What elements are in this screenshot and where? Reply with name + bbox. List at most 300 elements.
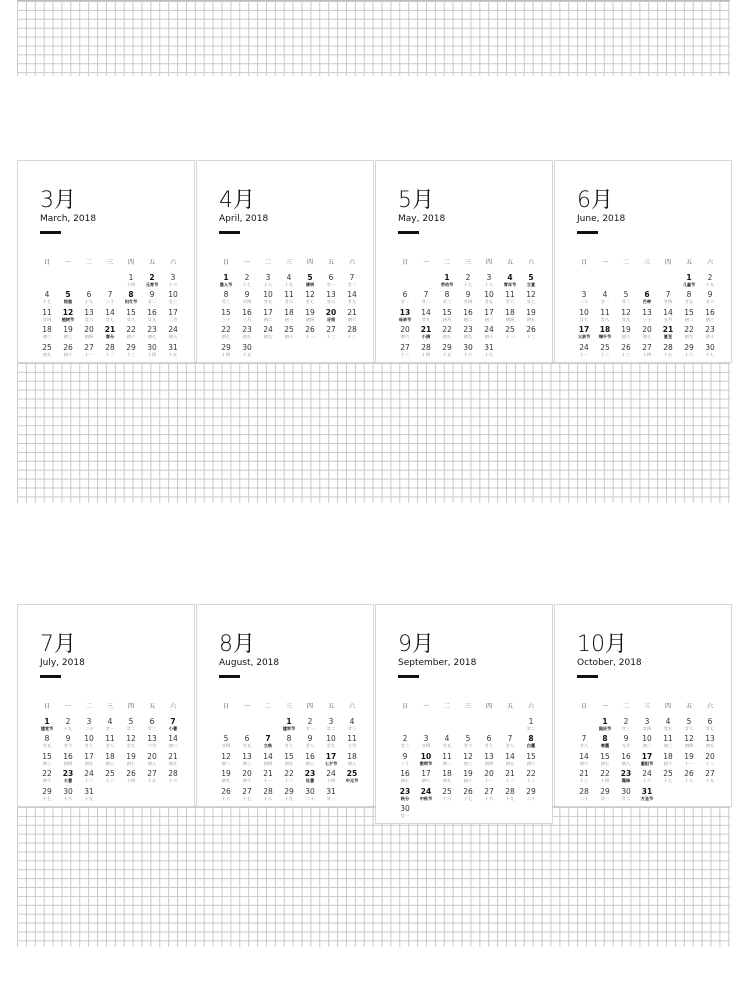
day-number: 18 bbox=[347, 751, 357, 761]
day-cell bbox=[257, 752, 279, 767]
day-number: 15 bbox=[442, 307, 452, 317]
day-cell bbox=[36, 308, 58, 323]
lunar-label: 廿七 bbox=[526, 299, 536, 305]
lunar-label: 二十 bbox=[105, 299, 115, 305]
day-cell bbox=[57, 325, 79, 340]
title-underline bbox=[219, 231, 240, 234]
day-cell bbox=[99, 734, 121, 749]
lunar-label: 十一 bbox=[84, 351, 94, 357]
day-cell bbox=[457, 787, 479, 802]
lunar-label: 父亲节 bbox=[577, 334, 591, 340]
day-cell bbox=[436, 325, 458, 340]
day-number: 10 bbox=[579, 307, 589, 317]
day-number: 30 bbox=[63, 786, 73, 796]
day-number: 3 bbox=[265, 273, 271, 282]
day-number: 1 bbox=[223, 273, 229, 282]
lunar-label: 廿四 bbox=[221, 743, 231, 749]
lunar-label: 十七 bbox=[705, 351, 715, 357]
weekday-label: 一 bbox=[422, 259, 429, 266]
day-cell bbox=[478, 273, 500, 288]
day-number: 19 bbox=[526, 307, 536, 317]
day-number: 2 bbox=[402, 734, 408, 744]
day-cell bbox=[141, 752, 163, 767]
lunar-label: 初二 bbox=[684, 316, 694, 322]
weekday-label: 一 bbox=[601, 703, 608, 710]
lunar-label: 初八 bbox=[147, 760, 157, 766]
lunar-label: 三十 bbox=[642, 316, 652, 322]
day-cell bbox=[36, 325, 58, 340]
lunar-label: 初三 bbox=[242, 760, 252, 766]
lunar-label: 十八 bbox=[484, 282, 494, 287]
day-cell bbox=[236, 273, 258, 288]
lunar-label: 廿二 bbox=[326, 726, 336, 731]
month-card bbox=[196, 160, 374, 363]
day-number: 21 bbox=[420, 325, 432, 335]
day-cell bbox=[615, 787, 637, 802]
lunar-label: 二十 bbox=[526, 795, 536, 801]
day-cell bbox=[120, 734, 142, 749]
day-cell bbox=[141, 308, 163, 323]
day-number: 30 bbox=[463, 342, 473, 352]
day-cell bbox=[278, 290, 300, 305]
day-number: 27 bbox=[400, 342, 410, 352]
weekday-label: 四 bbox=[306, 259, 313, 266]
month-subtitle: August, 2018 bbox=[219, 658, 280, 668]
day-number: 13 bbox=[326, 290, 336, 300]
lunar-label: 六月 bbox=[147, 743, 157, 749]
day-cell bbox=[499, 734, 521, 749]
day-number: 6 bbox=[402, 290, 408, 300]
lunar-label: 廿二 bbox=[621, 299, 631, 305]
weekday-label: 一 bbox=[64, 259, 71, 266]
lunar-label: 初九 bbox=[684, 334, 694, 340]
day-number: 31 bbox=[484, 342, 494, 352]
day-number: 20 bbox=[325, 307, 337, 317]
day-number: 22 bbox=[42, 769, 52, 779]
day-cell bbox=[257, 308, 279, 323]
day-number: 10 bbox=[84, 734, 94, 744]
lunar-label: 十八 bbox=[263, 282, 273, 287]
day-number: 15 bbox=[42, 751, 52, 761]
lunar-label: 初二 bbox=[168, 743, 178, 749]
day-cell bbox=[162, 290, 184, 305]
month-title: 7月 bbox=[40, 632, 76, 657]
day-cell bbox=[99, 325, 121, 340]
day-number: 1 bbox=[444, 273, 450, 282]
day-number: 29 bbox=[526, 786, 536, 796]
day-cell bbox=[615, 325, 637, 340]
weekday-label: 三 bbox=[285, 703, 292, 710]
day-number: 27 bbox=[84, 342, 94, 352]
lunar-label: 七夕节 bbox=[324, 760, 338, 766]
day-number: 8 bbox=[286, 734, 292, 744]
day-number: 28 bbox=[347, 325, 357, 335]
day-number: 1 bbox=[602, 717, 608, 726]
day-number: 10 bbox=[484, 290, 494, 300]
lunar-label: 廿八 bbox=[126, 316, 136, 322]
lunar-label: 廿二 bbox=[621, 795, 631, 801]
day-number: 10 bbox=[642, 734, 652, 744]
day-number: 16 bbox=[621, 751, 631, 761]
lunar-label: 母亲节 bbox=[398, 316, 412, 322]
lunar-label: 廿二 bbox=[421, 299, 431, 305]
lunar-label: 二十 bbox=[305, 795, 315, 801]
weekday-label: 二 bbox=[443, 703, 450, 710]
day-cell bbox=[478, 752, 500, 767]
day-number: 21 bbox=[104, 325, 116, 335]
day-cell bbox=[341, 290, 363, 305]
weekday-label: 二 bbox=[622, 703, 629, 710]
day-cell bbox=[320, 325, 342, 340]
lunar-label: 廿三 bbox=[400, 743, 410, 749]
day-cell bbox=[573, 290, 595, 305]
day-cell bbox=[299, 752, 321, 767]
day-cell bbox=[57, 787, 79, 802]
lunar-label: 十七 bbox=[663, 778, 673, 784]
day-cell bbox=[78, 769, 100, 784]
weekday-label: 二 bbox=[622, 259, 629, 266]
day-number: 23 bbox=[242, 325, 252, 335]
lunar-label: 夏至 bbox=[663, 334, 673, 340]
lunar-label: 廿八 bbox=[600, 316, 610, 322]
weekday-header-row bbox=[573, 701, 723, 711]
lunar-label: 十九 bbox=[84, 299, 94, 305]
weekday-header-row bbox=[394, 257, 544, 267]
day-number: 20 bbox=[642, 325, 652, 335]
weekday-label: 三 bbox=[643, 259, 650, 266]
day-cell bbox=[320, 273, 342, 288]
day-cell bbox=[699, 734, 721, 749]
lunar-label: 廿一 bbox=[400, 813, 410, 818]
lunar-label: 廿五 bbox=[663, 726, 673, 731]
lunar-label: 十二 bbox=[705, 760, 715, 766]
day-cell bbox=[162, 717, 184, 732]
lunar-label: 十四 bbox=[126, 282, 136, 287]
weekday-label: 三 bbox=[106, 259, 113, 266]
day-cell bbox=[615, 343, 637, 358]
lunar-label: 廿七 bbox=[284, 743, 294, 749]
weekday-label: 五 bbox=[506, 703, 513, 710]
day-cell bbox=[520, 308, 542, 323]
lunar-label: 十二 bbox=[600, 351, 610, 357]
day-cell bbox=[162, 343, 184, 358]
lunar-label: 廿二 bbox=[126, 726, 136, 731]
day-number: 3 bbox=[581, 290, 587, 300]
day-cell bbox=[36, 787, 58, 802]
day-number: 14 bbox=[105, 307, 115, 317]
day-number: 19 bbox=[221, 769, 231, 779]
lunar-label: 初七 bbox=[600, 760, 610, 766]
day-cell bbox=[215, 734, 237, 749]
day-cell bbox=[257, 290, 279, 305]
day-number: 12 bbox=[221, 751, 231, 761]
lunar-label: 十七 bbox=[242, 282, 252, 287]
lunar-label: 初九 bbox=[263, 334, 273, 340]
day-number: 22 bbox=[684, 325, 694, 335]
day-cell bbox=[478, 325, 500, 340]
day-number: 19 bbox=[621, 325, 631, 335]
day-number: 17 bbox=[641, 751, 653, 761]
day-number: 15 bbox=[126, 307, 136, 317]
lunar-label: 十六 bbox=[642, 778, 652, 784]
day-cell bbox=[236, 769, 258, 784]
day-number: 23 bbox=[399, 786, 411, 796]
lunar-label: 初十 bbox=[42, 778, 52, 784]
lunar-label: 初八 bbox=[242, 334, 252, 340]
day-number: 22 bbox=[126, 325, 136, 335]
lunar-label: 五月 bbox=[663, 316, 673, 322]
day-cell bbox=[257, 769, 279, 784]
day-number: 5 bbox=[686, 717, 692, 726]
day-cell bbox=[594, 325, 616, 340]
lunar-label: 十三 bbox=[400, 351, 410, 357]
day-cell bbox=[57, 290, 79, 305]
day-cell bbox=[320, 769, 342, 784]
day-number: 5 bbox=[128, 717, 134, 726]
weekday-label: 五 bbox=[327, 259, 334, 266]
day-number: 13 bbox=[399, 307, 411, 317]
day-cell bbox=[236, 343, 258, 358]
lunar-label: 初三 bbox=[42, 760, 52, 766]
day-cell bbox=[520, 273, 542, 288]
lunar-label: 初三 bbox=[63, 334, 73, 340]
day-number: 24 bbox=[420, 786, 432, 796]
day-number: 19 bbox=[305, 307, 315, 317]
lunar-label: 十六 bbox=[168, 778, 178, 784]
day-cell bbox=[78, 787, 100, 802]
day-cell bbox=[678, 325, 700, 340]
day-cell bbox=[478, 787, 500, 802]
lunar-label: 廿三 bbox=[168, 299, 178, 305]
weekday-label: 四 bbox=[485, 259, 492, 266]
day-number: 10 bbox=[263, 290, 273, 300]
lunar-label: 十九 bbox=[705, 778, 715, 784]
day-number: 11 bbox=[284, 290, 294, 300]
lunar-label: 十四 bbox=[221, 351, 231, 357]
lunar-label: 重阳节 bbox=[640, 760, 654, 766]
lunar-label: 廿五 bbox=[242, 743, 252, 749]
day-number: 15 bbox=[600, 751, 610, 761]
lunar-label: 二十 bbox=[579, 795, 589, 801]
day-cell bbox=[141, 769, 163, 784]
weekday-label: 三 bbox=[106, 703, 113, 710]
day-number: 2 bbox=[307, 717, 313, 726]
day-cell bbox=[657, 734, 679, 749]
lunar-label: 十八 bbox=[484, 795, 494, 801]
day-cell bbox=[120, 752, 142, 767]
day-cell bbox=[236, 325, 258, 340]
day-number: 14 bbox=[663, 307, 673, 317]
lunar-label: 十一 bbox=[684, 760, 694, 766]
day-number: 11 bbox=[663, 734, 673, 744]
day-number: 30 bbox=[147, 342, 157, 352]
lunar-label: 立夏 bbox=[526, 282, 536, 287]
day-number: 23 bbox=[463, 325, 473, 335]
day-cell bbox=[573, 787, 595, 802]
day-cell bbox=[257, 787, 279, 802]
day-number: 24 bbox=[168, 325, 178, 335]
lunar-label: 初二 bbox=[463, 316, 473, 322]
lunar-label: 廿五 bbox=[684, 299, 694, 305]
day-cell bbox=[457, 752, 479, 767]
day-number: 29 bbox=[221, 342, 231, 352]
lunar-label: 初四 bbox=[263, 760, 273, 766]
day-number: 18 bbox=[105, 751, 115, 761]
day-cell bbox=[99, 343, 121, 358]
day-number: 20 bbox=[400, 325, 410, 335]
day-number: 24 bbox=[579, 342, 589, 352]
day-cell bbox=[78, 343, 100, 358]
lunar-label: 初三 bbox=[463, 760, 473, 766]
title-underline bbox=[577, 231, 598, 234]
weekday-label: 二 bbox=[264, 703, 271, 710]
lunar-label: 四月 bbox=[442, 316, 452, 322]
day-cell bbox=[299, 717, 321, 732]
day-cell bbox=[657, 343, 679, 358]
lunar-label: 十九 bbox=[84, 795, 94, 801]
lunar-label: 初六 bbox=[400, 334, 410, 340]
day-number: 25 bbox=[42, 342, 52, 352]
day-number: 19 bbox=[684, 751, 694, 761]
day-cell bbox=[57, 343, 79, 358]
lunar-label: 廿九 bbox=[126, 743, 136, 749]
weekday-label: 二 bbox=[85, 703, 92, 710]
lunar-label: 初五 bbox=[505, 760, 515, 766]
day-cell bbox=[162, 273, 184, 288]
day-cell bbox=[120, 308, 142, 323]
day-cell bbox=[141, 717, 163, 732]
day-number: 5 bbox=[623, 290, 629, 300]
day-cell bbox=[278, 734, 300, 749]
day-cell bbox=[99, 752, 121, 767]
day-cell bbox=[415, 769, 437, 784]
day-cell bbox=[478, 769, 500, 784]
day-cell bbox=[678, 308, 700, 323]
day-cell bbox=[520, 717, 542, 732]
day-cell bbox=[499, 273, 521, 288]
lunar-label: 十一 bbox=[505, 334, 515, 340]
lunar-label: 十一 bbox=[484, 778, 494, 784]
lunar-label: 建军节 bbox=[282, 726, 296, 731]
lunar-label: 大暑 bbox=[63, 778, 73, 784]
day-number: 18 bbox=[284, 307, 294, 317]
day-number: 2 bbox=[149, 273, 155, 282]
lunar-label: 廿八 bbox=[105, 743, 115, 749]
lunar-label: 中秋节 bbox=[419, 795, 433, 801]
lunar-label: 十九 bbox=[505, 795, 515, 801]
lunar-label: 廿六 bbox=[84, 316, 94, 322]
day-cell bbox=[36, 343, 58, 358]
month-card bbox=[554, 604, 732, 807]
weekday-header-row bbox=[394, 701, 544, 711]
lunar-label: 十六 bbox=[442, 795, 452, 801]
day-cell bbox=[36, 769, 58, 784]
day-cell bbox=[36, 717, 58, 732]
lunar-label: 廿五 bbox=[442, 743, 452, 749]
weekday-label: 六 bbox=[527, 259, 534, 266]
day-number: 1 bbox=[686, 273, 692, 282]
day-number: 4 bbox=[349, 717, 355, 726]
month-subtitle: April, 2018 bbox=[219, 214, 269, 224]
day-number: 29 bbox=[684, 342, 694, 352]
day-cell bbox=[320, 290, 342, 305]
lunar-label: 春分 bbox=[105, 334, 115, 340]
lunar-label: 廿三 bbox=[147, 726, 157, 731]
day-number: 2 bbox=[623, 717, 629, 726]
lunar-label: 初八 bbox=[421, 778, 431, 784]
day-cell bbox=[299, 290, 321, 305]
lunar-label: 儿童节 bbox=[682, 282, 696, 287]
day-cell bbox=[162, 734, 184, 749]
day-number: 1 bbox=[528, 717, 534, 726]
day-cell bbox=[394, 734, 416, 749]
day-number: 2 bbox=[65, 717, 71, 726]
day-number: 13 bbox=[242, 751, 252, 761]
lunar-label: 廿九 bbox=[421, 316, 431, 322]
lunar-label: 教师节 bbox=[419, 760, 433, 766]
day-cell bbox=[394, 308, 416, 323]
weekday-label: 四 bbox=[127, 259, 134, 266]
lunar-label: 廿一 bbox=[326, 795, 336, 801]
day-number: 11 bbox=[105, 734, 115, 744]
day-number: 8 bbox=[223, 290, 229, 300]
day-number: 3 bbox=[328, 717, 334, 726]
day-cell bbox=[415, 343, 437, 358]
weekday-label: 四 bbox=[664, 703, 671, 710]
weekday-header-row bbox=[36, 701, 186, 711]
lunar-label: 二十 bbox=[579, 299, 589, 305]
lunar-label: 十三 bbox=[347, 334, 357, 340]
day-cell bbox=[141, 734, 163, 749]
day-number: 21 bbox=[579, 769, 589, 779]
day-cell bbox=[236, 787, 258, 802]
lunar-label: 廿七 bbox=[484, 743, 494, 749]
lunar-label: 七月 bbox=[347, 743, 357, 749]
day-number: 28 bbox=[505, 786, 515, 796]
day-cell bbox=[678, 734, 700, 749]
weekday-label: 六 bbox=[706, 259, 713, 266]
day-number: 25 bbox=[105, 769, 115, 779]
lunar-label: 十二 bbox=[84, 778, 94, 784]
day-cell bbox=[99, 717, 121, 732]
day-number: 16 bbox=[305, 751, 315, 761]
day-cell bbox=[341, 752, 363, 767]
day-cell bbox=[278, 717, 300, 732]
day-number: 16 bbox=[242, 307, 252, 317]
lunar-label: 十六 bbox=[463, 351, 473, 357]
day-number: 6 bbox=[244, 734, 250, 744]
lunar-label: 初五 bbox=[526, 316, 536, 322]
lunar-label: 廿七 bbox=[105, 316, 115, 322]
lunar-label: 十九 bbox=[63, 726, 73, 731]
lunar-label: 十七 bbox=[42, 795, 52, 801]
lunar-label: 廿一 bbox=[305, 726, 315, 731]
lunar-label: 初四 bbox=[684, 743, 694, 749]
day-number: 26 bbox=[305, 325, 315, 335]
lunar-label: 植树节 bbox=[61, 316, 75, 322]
lunar-label: 初七 bbox=[126, 760, 136, 766]
day-cell bbox=[636, 769, 658, 784]
day-number: 5 bbox=[307, 273, 313, 282]
lunar-label: 十四 bbox=[600, 778, 610, 784]
day-cell bbox=[436, 273, 458, 288]
lunar-label: 妇女节 bbox=[124, 299, 138, 305]
weekday-label: 三 bbox=[464, 703, 471, 710]
day-cell bbox=[636, 290, 658, 305]
day-number: 19 bbox=[63, 325, 73, 335]
day-number: 15 bbox=[284, 751, 294, 761]
lunar-label: 二十 bbox=[84, 726, 94, 731]
